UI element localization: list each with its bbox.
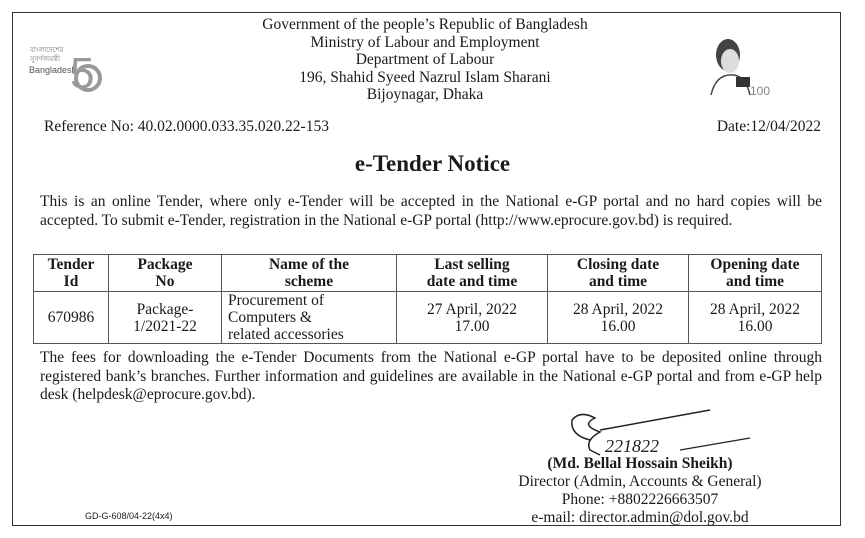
bangladesh-50-logo — [28, 38, 98, 98]
table-row — [34, 292, 822, 344]
svg-text:Bangladesh: Bangladesh — [29, 65, 77, 75]
fees-paragraph: The fees for downloading the e-Tender Documents from the National e-GP portal have to be deposited online through registered bank’s branches. Further information and guidelines are available in the National e-GP portal and from e-GP help desk (helpdesk@eprocure.gov.bd). — [40, 349, 822, 403]
last-selling-cell: 27 April, 2022 17.00 — [397, 292, 548, 344]
svg-text:100: 100 — [750, 84, 771, 98]
signatory-designation: Director (Admin, Accounts & General) — [518, 473, 762, 490]
gd-code: GD-G-608/04-22(4x4) — [85, 511, 173, 521]
reference-number: Reference No: 40.02.0000.033.35.020.22-153 — [44, 118, 329, 135]
column-header: Name of the scheme — [222, 255, 397, 292]
signatory-phone: Phone: +8802226663507 — [561, 491, 719, 508]
tender-id-cell: 670986 — [34, 292, 109, 344]
header-line: Department of Labour — [355, 51, 495, 68]
svg-text:221822: 221822 — [605, 436, 659, 456]
tender-table — [33, 254, 822, 344]
column-header: Closing date and time — [548, 255, 689, 292]
column-header: Opening date and time — [689, 255, 822, 292]
scheme-cell: Procurement of Computers & related accessories — [222, 292, 397, 344]
column-header: Last selling date and time — [397, 255, 548, 292]
svg-text:বাংলাদেশের: বাংলাদেশের — [30, 47, 64, 54]
table-header-row — [34, 255, 822, 292]
mujib-100-logo — [706, 33, 771, 98]
page-title: e-Tender Notice — [354, 151, 511, 176]
package-cell: Package- 1/2021-22 — [109, 292, 222, 344]
header-line: Government of the people’s Republic of Bangladesh — [262, 16, 588, 33]
intro-paragraph: This is an online Tender, where only e-Tender will be accepted in the National e-GP portal and no hard copies will be accepted. To submit e-Tender, registration in the National e-GP portal (http://www.eprocure.gov.bd) is required. — [40, 193, 822, 229]
office-header — [200, 16, 650, 104]
closing-date-cell: 28 April, 2022 16.00 — [548, 292, 689, 344]
signature-block — [480, 455, 800, 527]
opening-date-cell: 28 April, 2022 16.00 — [689, 292, 822, 344]
signatory-name: (Md. Bellal Hossain Sheikh) — [547, 455, 733, 472]
header-line: Bijoynagar, Dhaka — [366, 86, 484, 103]
notice-date: Date:12/04/2022 — [716, 118, 821, 135]
header-line: Ministry of Labour and Employment — [310, 33, 540, 51]
svg-text:সুবর্ণজয়ন্তী: সুবর্ণজয়ন্তী — [30, 56, 60, 63]
signatory-email: e-mail: director.admin@dol.gov.bd — [531, 509, 749, 526]
header-line: 196, Shahid Syeed Nazrul Islam Sharani — [299, 68, 551, 86]
column-header: Package No — [109, 255, 222, 292]
svg-text:5: 5 — [70, 49, 95, 98]
column-header: Tender Id — [34, 255, 109, 292]
